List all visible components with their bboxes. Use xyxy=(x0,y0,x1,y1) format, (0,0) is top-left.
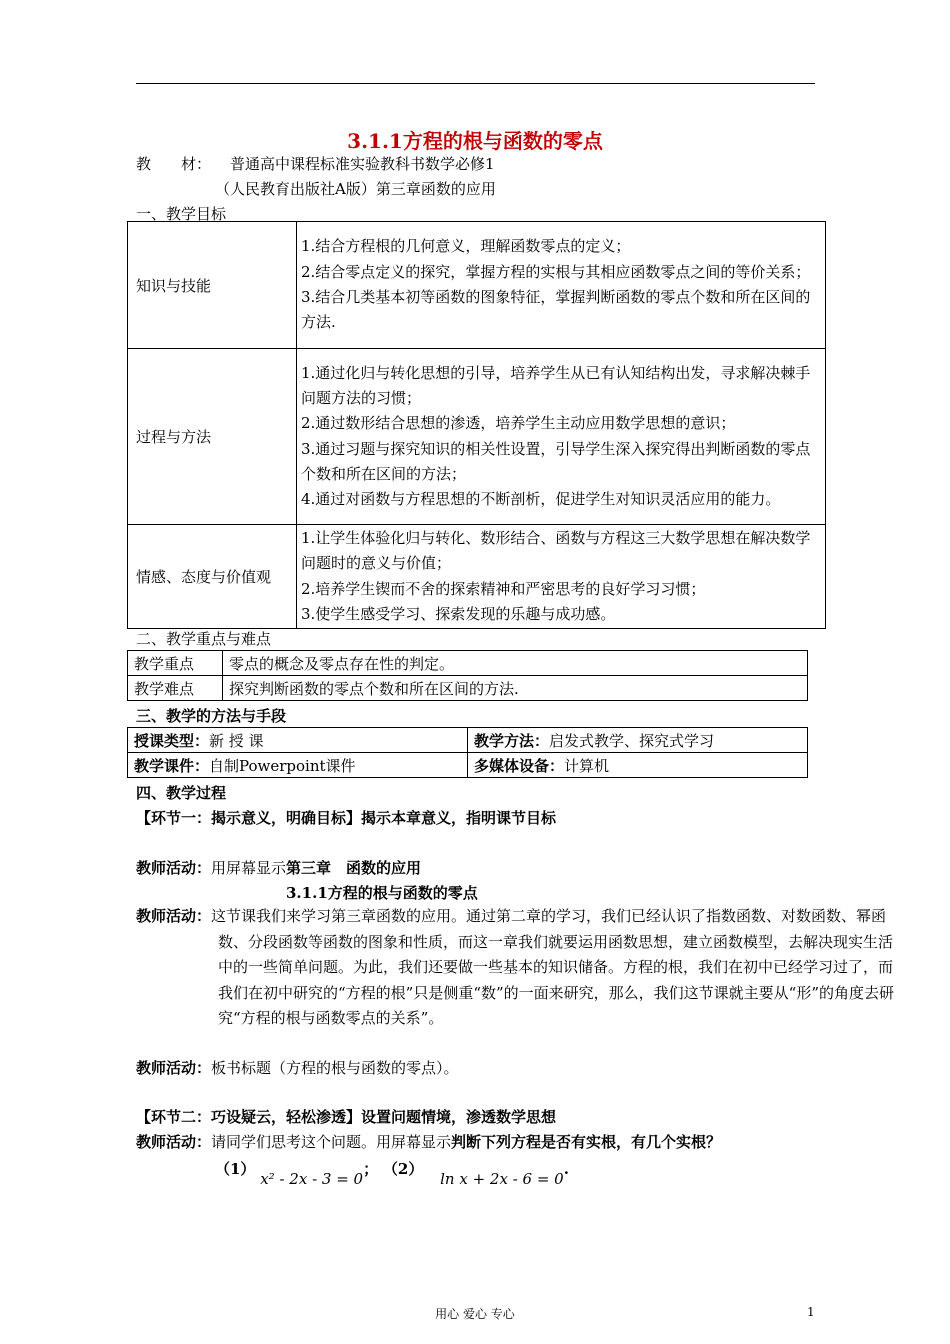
activity-label: 教师活动： xyxy=(136,1059,212,1077)
goal-item: 3.结合几类基本初等函数的图象特征，掌握判断函数的零点个数和所在区间的方法. xyxy=(301,288,811,332)
goal-label: 过程与方法 xyxy=(128,349,297,525)
header-rule xyxy=(136,83,815,84)
lesson-type-label: 授课类型： xyxy=(134,731,210,750)
goal-label: 情感、态度与价值观 xyxy=(128,525,297,629)
activity-text: 这节课我们来学习第三章函数的应用。通过第二章的学习，我们已经认识了指数函数、对数函数、幂函数、分段函数等函数的图象和性质，而这一章我们就要运用函数思想，建立函数模型，去解决现实生活中的一些简单问题。为此，我们还要做一些基本的知识储备。方程的根，我们在初中已经学习过了，而我们在初中研究的“方程的根”只是侧重“数”的一面来研究，那么，我们这节课就主要从“形”的角度去研究“方程的根与函数零点的关系”。 xyxy=(211,907,895,1027)
step2-header: 【环节二：巧设疑云，轻松渗透】设置问题情境，渗透数学思想 xyxy=(136,1108,557,1126)
goal-row xyxy=(128,349,826,525)
section-heading-4: 四、教学过程 xyxy=(136,784,227,802)
keypoint-text: 零点的概念及零点存在性的判定。 xyxy=(223,651,808,676)
goal-item: 2.通过数形结合思想的渗透，培养学生主动应用数学思想的意识； xyxy=(301,414,736,433)
section-heading-1: 一、教学目标 xyxy=(136,205,227,223)
goal-row xyxy=(128,525,826,629)
keypoint-label: 教学重点 xyxy=(128,651,223,676)
activity-bold: 第三章 函数的应用 xyxy=(286,859,422,877)
equation-separator: ； xyxy=(363,1160,379,1178)
goal-item: 1.通过化归与转化思想的引导，培养学生从已有认知结构出发，寻求解决棘手问题方法的习惯； xyxy=(301,363,811,407)
step1-header: 【环节一：揭示意义，明确目标】揭示本章意义，指明课节目标 xyxy=(136,809,557,827)
section-heading-3: 三、教学的方法与手段 xyxy=(136,707,287,725)
methods-table xyxy=(127,727,808,778)
goal-item: 2.培养学生锲而不舍的探索精神和严密思考的良好学习习惯； xyxy=(301,579,706,598)
equation-1-label: （1） xyxy=(215,1160,256,1178)
goal-items xyxy=(297,349,826,525)
step1-activity1-line2: 3.1.1方程的根与函数的零点 xyxy=(286,884,478,902)
device-cell xyxy=(468,753,808,778)
page-title: 3.1.1方程的根与函数的零点 xyxy=(347,129,603,153)
goal-items xyxy=(297,525,826,629)
goal-items xyxy=(297,222,826,349)
page-number: 1 xyxy=(807,1305,815,1319)
goals-table xyxy=(127,221,826,629)
activity-label: 教师活动： xyxy=(136,907,212,925)
activity-text: 用屏幕显示 xyxy=(211,859,287,877)
keypoint-row xyxy=(128,651,808,676)
textbook-line2: （人民教育出版社A版）第三章函数的应用 xyxy=(215,180,496,198)
textbook-line1: 普通高中课程标准实验教科书数学必修1 xyxy=(230,155,495,173)
keypoints-table xyxy=(127,650,808,701)
courseware-cell xyxy=(128,753,468,778)
activity-bold: 判断下列方程是否有实根，有几个实根？ xyxy=(451,1133,722,1151)
teaching-method-value: 启发式教学、探究式学习 xyxy=(549,731,715,750)
methods-row xyxy=(128,728,808,753)
goal-item: 4.通过对函数与方程思想的不断剖析，促进学生对知识灵活应用的能力。 xyxy=(301,490,781,509)
goal-label: 知识与技能 xyxy=(128,222,297,349)
activity-text: 板书标题（方程的根与函数的零点）。 xyxy=(211,1059,459,1077)
goal-item: 1.让学生体验化归与转化、数形结合、函数与方程这三大数学思想在解决数学问题时的意义与价值； xyxy=(301,529,811,573)
textbook-label: 教 材： xyxy=(136,155,212,173)
footer-text: 用心 爱心 专心 xyxy=(435,1307,515,1321)
activity-label: 教师活动： xyxy=(136,1133,212,1151)
lesson-type-value: 新 授 课 xyxy=(209,731,264,750)
activity-label: 教师活动： xyxy=(136,859,212,877)
section-heading-2: 二、教学重点与难点 xyxy=(136,630,272,648)
step2-activity xyxy=(136,1131,721,1152)
step1-activity2 xyxy=(136,904,900,1032)
goal-item: 1.结合方程根的几何意义，理解函数零点的定义； xyxy=(301,237,631,256)
equation-2: ln x + 2x - 6 = 0 xyxy=(440,1170,564,1188)
keypoint-label: 教学难点 xyxy=(128,676,223,701)
courseware-value: 自制Powerpoint课件 xyxy=(209,756,356,775)
equation-end: . xyxy=(563,1160,569,1178)
methods-row xyxy=(128,753,808,778)
device-label: 多媒体设备： xyxy=(474,756,565,775)
goal-row xyxy=(128,222,826,349)
activity-text: 请同学们思考这个问题。用屏幕显示 xyxy=(211,1133,452,1151)
equation-2-label: （2） xyxy=(382,1160,424,1178)
equation-1: x² - 2x - 3 = 0 xyxy=(260,1170,364,1188)
keypoint-text: 探究判断函数的零点个数和所在区间的方法. xyxy=(223,676,808,701)
equations-row xyxy=(215,1158,569,1188)
step1-activity1 xyxy=(136,857,421,878)
keypoint-row xyxy=(128,676,808,701)
teaching-method-cell xyxy=(468,728,808,753)
step1-activity3 xyxy=(136,1057,459,1078)
courseware-label: 教学课件： xyxy=(134,756,210,775)
device-value: 计算机 xyxy=(564,756,610,775)
goal-item: 3.使学生感受学习、探索发现的乐趣与成功感。 xyxy=(301,604,616,623)
teaching-method-label: 教学方法： xyxy=(474,731,550,750)
goal-item: 3.通过习题与探究知识的相关性设置，引导学生深入探究得出判断函数的零点个数和所在区间的方法； xyxy=(301,439,811,483)
goal-item: 2.结合零点定义的探究，掌握方程的实根与其相应函数零点之间的等价关系； xyxy=(301,262,811,281)
lesson-type-cell xyxy=(128,728,468,753)
